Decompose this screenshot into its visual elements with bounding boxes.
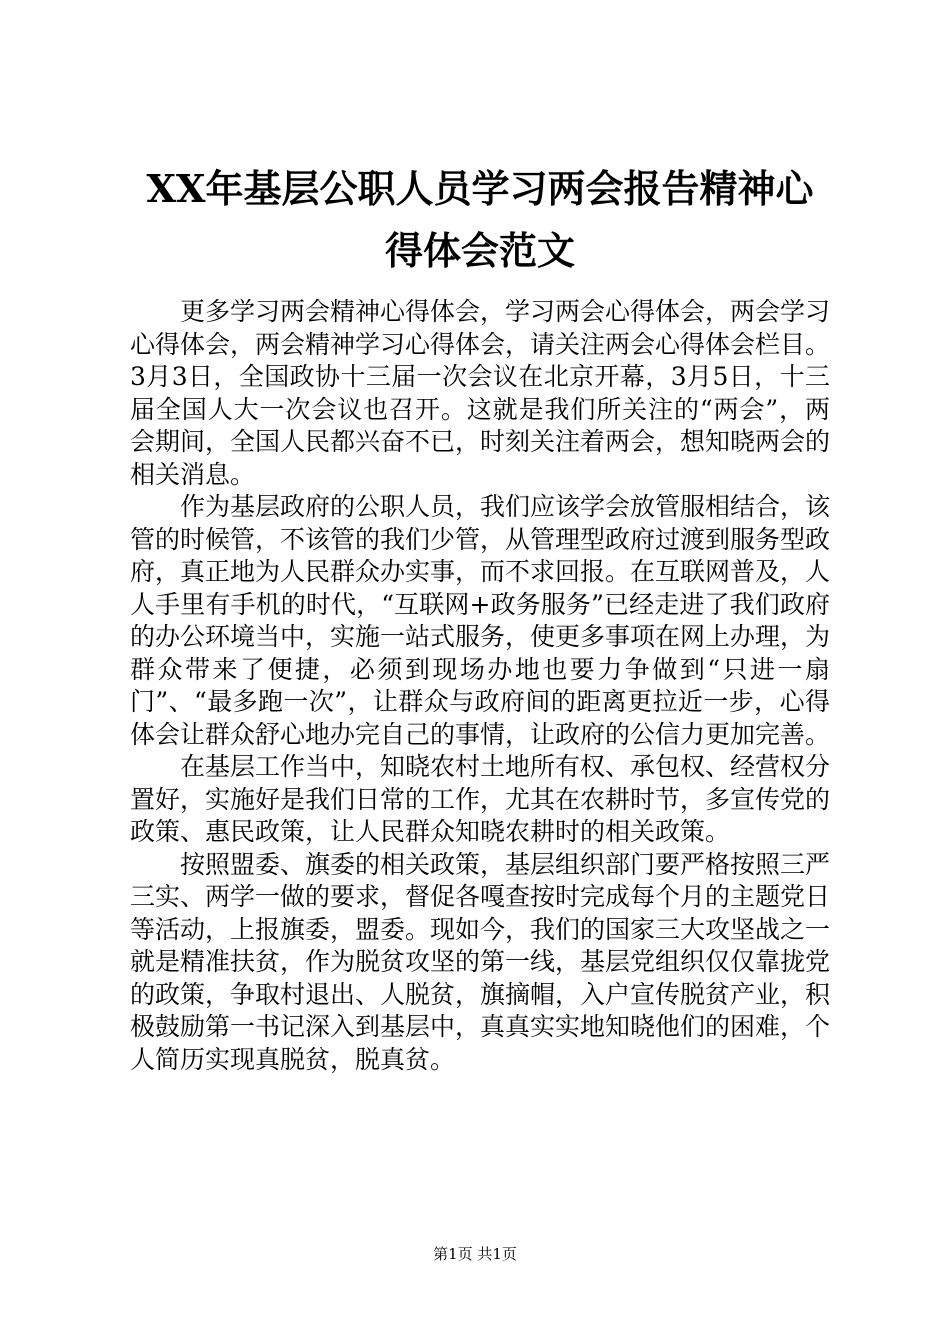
paragraph: 在基层工作当中，知晓农村土地所有权、承包权、经营权分置好，实施好是我们日常的工作，尤其在农耕时节，多宣传党的政策、惠民政策，让人民群众知晓农耕时的相关政策。: [130, 752, 831, 846]
paragraph: 更多学习两会精神心得体会，学习两会心得体会，两会学习心得体会，两会精神学习心得体会，请关注两会心得体会栏目。3月3日，全国政协十三届一次会议在北京开幕，3月5日，十三届全国人大一次会议也召开。这就是我们所关注的“两会”，两会期间，全国人民都兴奋不已，时刻关注着两会，想知晓两会的相关消息。: [130, 297, 831, 489]
document-title: XX年基层公职人员学习两会报告精神心得体会范文: [146, 166, 814, 273]
paragraph: 作为基层政府的公职人员，我们应该学会放管服相结合，该管的时候管，不该管的我们少管，从管理型政府过渡到服务型政府，真正地为人民群众办实事，而不求回报。在互联网普及，人人手里有手机的时代，“互联网+政务服务”已经走进了我们政府的办公环境当中，实施一站式服务，使更多事项在网上办理，为群众带来了便捷，必须到现场办地也要力争做到“只进一扇门”、“最多跑一次”，让群众与政府间的距离更拉近一步，心得体会让群众舒心地办完自己的事情，让政府的公信力更加完善。: [130, 492, 831, 749]
document-body: [130, 296, 830, 1076]
paragraph: 按照盟委、旗委的相关政策，基层组织部门要严格按照三严三实、两学一做的要求，督促各嘎查按时完成每个月的主题党日等活动，上报旗委，盟委。现如今，我们的国家三大攻坚战之一就是精准扶贫，作为脱贫攻坚的第一线，基层党组织仅仅靠拢党的政策，争取村退出、人脱贫，旗摘帽，入户宣传脱贫产业，积极鼓励第一书记深入到基层中，真真实实地知晓他们的困难，个人简历实现真脱贫，脱真贫。: [130, 849, 831, 1074]
page-footer: 第1页 共1页: [433, 1245, 517, 1263]
